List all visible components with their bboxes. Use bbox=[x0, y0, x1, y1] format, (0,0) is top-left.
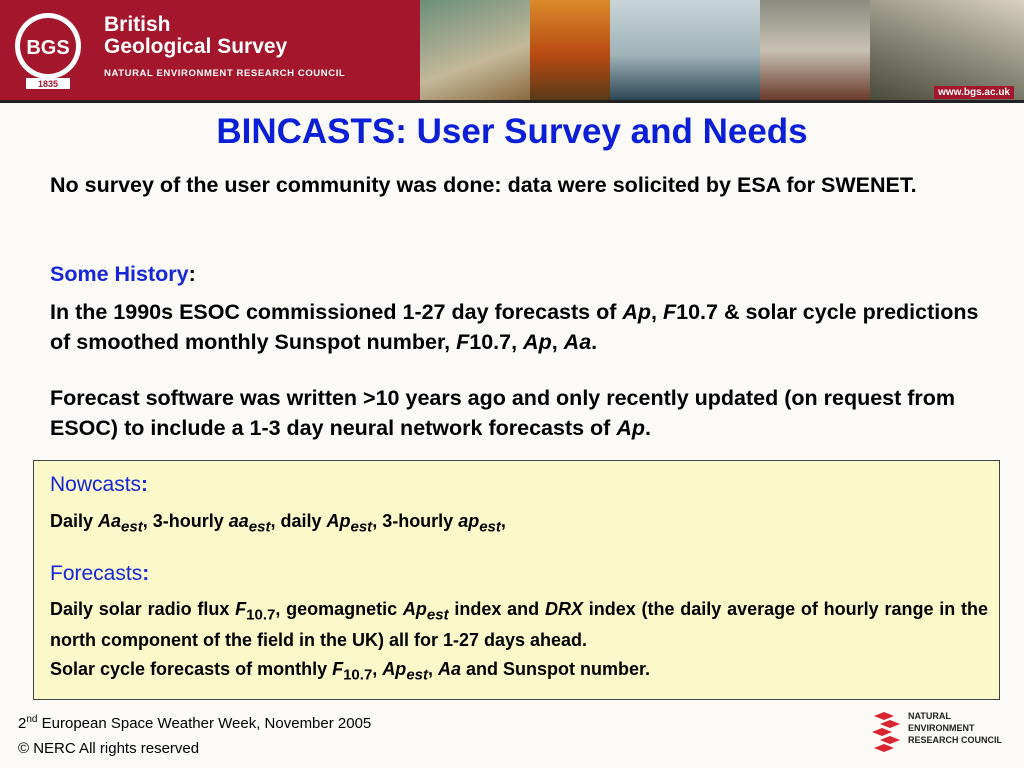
intro-paragraph: No survey of the user community was done: data were solicited by ESA for SWENET. bbox=[50, 173, 917, 197]
footer-copyright: © NERC All rights reserved bbox=[18, 740, 200, 757]
header-banner bbox=[0, 0, 1024, 100]
photo-autumn-trees bbox=[530, 0, 610, 100]
nerc-logo bbox=[870, 708, 1020, 763]
forecasts-line-1: Daily solar radio flux $F_{10.7}$, geomagnetic $Ap_{est}$ index and DRX index (the daily average of hourly range in the north component of the field in the UK) all for 1-27 days ahead. bbox=[50, 599, 988, 650]
nerc-emblem-icon bbox=[870, 710, 904, 758]
slide-title: BINCASTS: User Survey and Needs bbox=[216, 112, 808, 151]
nerc-text: NATURAL ENVIRONMENT RESEARCH COUNCIL bbox=[908, 711, 1003, 745]
history-paragraph-1: In the 1990s ESOC commissioned 1-27 day forecasts of Ap, F10.7 & solar cycle predictions of smoothed monthly Sunspot number, F10.7, Ap, Aa. bbox=[50, 300, 979, 354]
header-photo-strip bbox=[420, 0, 1024, 100]
logo-text: BGS bbox=[26, 37, 70, 59]
bgs-logo bbox=[12, 8, 84, 90]
photo-fieldwork bbox=[870, 0, 1024, 100]
history-paragraph-2: Forecast software was written >10 years ago and only recently updated (on request from ESOC) to include a 1-3 day neural network forecasts of Ap. bbox=[50, 386, 956, 440]
org-name: British Geological Survey bbox=[104, 13, 288, 58]
logo-year: 1835 bbox=[37, 79, 59, 89]
nowcasts-heading: Nowcasts: bbox=[50, 473, 149, 496]
header-divider bbox=[0, 100, 1024, 103]
history-heading: Some History: bbox=[50, 262, 196, 286]
products-box bbox=[33, 460, 1000, 700]
nowcasts-line: Daily $Aa_{est}$, 3-hourly $aa_{est}$, daily $Ap_{est}$, 3-hourly $ap_{est}$, bbox=[50, 511, 506, 536]
photo-oil-platform bbox=[610, 0, 760, 100]
forecasts-line-2: Solar cycle forecasts of monthly $F_{10.7}$, $Ap_{est}$, Aa and Sunspot number. bbox=[50, 659, 651, 684]
forecasts-heading: Forecasts: bbox=[50, 562, 150, 585]
website-url[interactable]: www.bgs.ac.uk bbox=[934, 86, 1014, 99]
footer-event: 2nd European Space Weather Week, November 2005 bbox=[18, 714, 372, 732]
photo-volcano bbox=[760, 0, 870, 100]
photo-panning bbox=[420, 0, 530, 100]
org-subtitle: NATURAL ENVIRONMENT RESEARCH COUNCIL bbox=[104, 68, 346, 79]
